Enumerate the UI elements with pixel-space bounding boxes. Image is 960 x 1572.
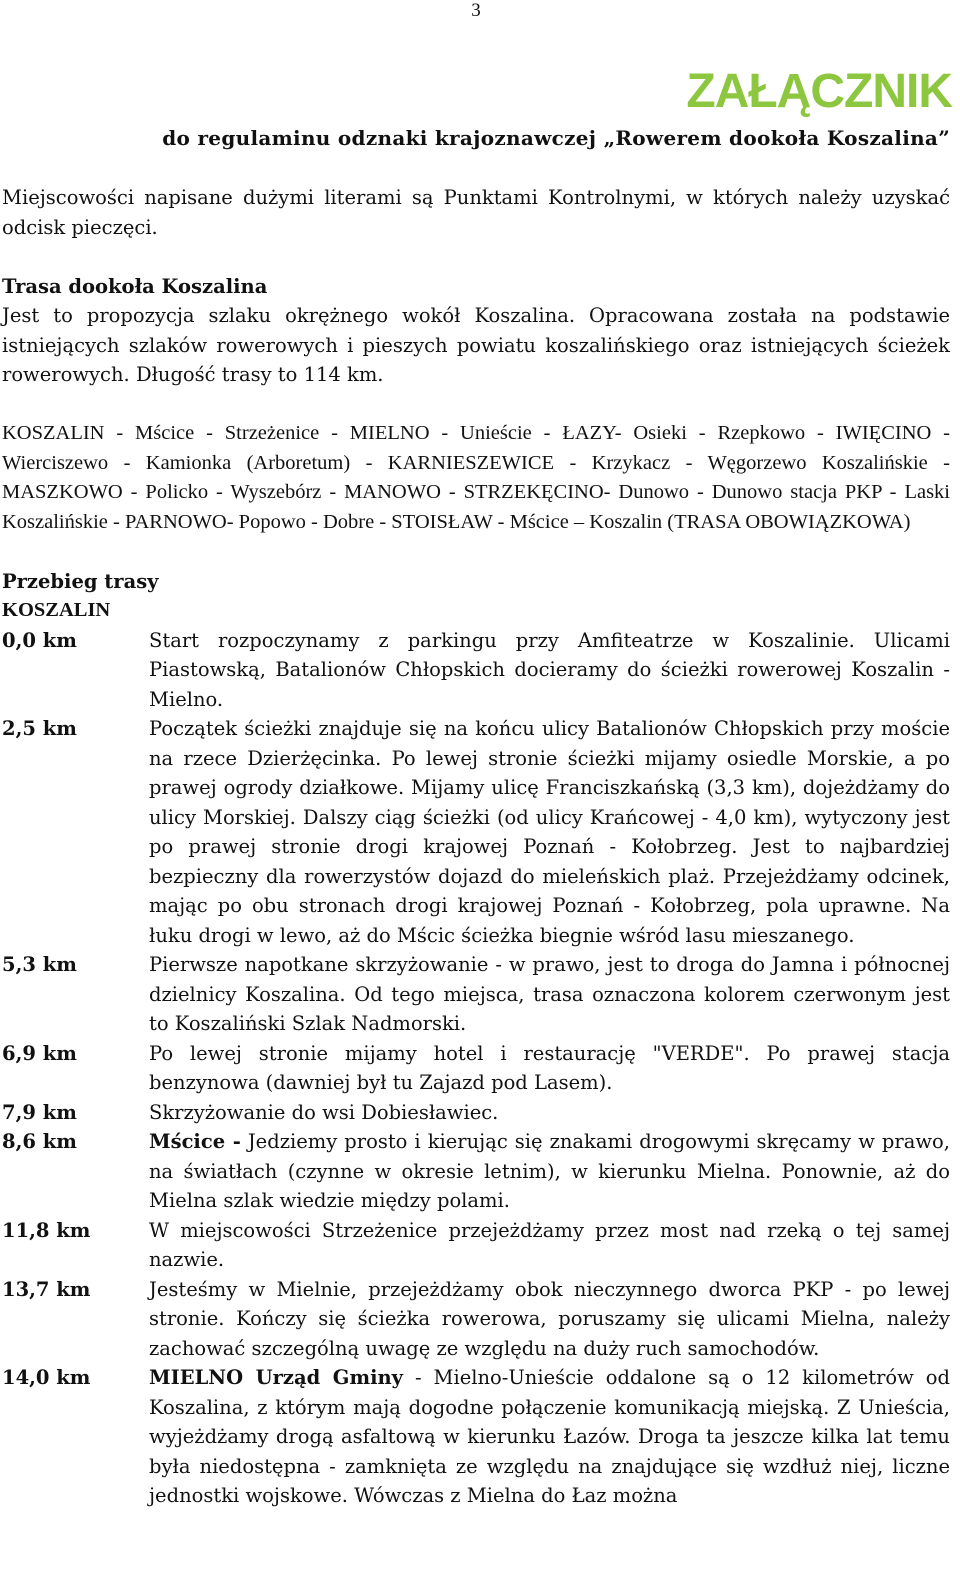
route-entry bbox=[2, 714, 950, 950]
entry-text bbox=[149, 1216, 950, 1275]
entry-body: - Mielno-Unieście oddalone są o 12 kilometrów od Koszalina, z którym mają dogodne połączenie komunikacją miejską. Z Unieścia, wyjeżdżamy drogą asfaltową w kierunku Łazów. Droga ta jeszcze kilka lat temu była niedostępna - zamknięta ze względu na znajdujące się wzdłuż niej, liczne jednostki wojskowe. Wówczas z Mielna do Łaz można bbox=[149, 1366, 950, 1507]
entry-text bbox=[149, 626, 950, 715]
route-heading: Trasa dookoła Koszalina bbox=[2, 274, 268, 298]
entry-body: Pierwsze napotkane skrzyżowanie - w prawo, jest to droga do Jamna i północnej dzielnicy Koszalina. Od tego miejsca, trasa oznaczona kolorem czerwonym jest to Koszaliński Szlak Nadmorski. bbox=[149, 953, 950, 1035]
intro-paragraph: Miejscowości napisane dużymi literami są Punktami Kontrolnymi, w których należy uzyskać odcisk pieczęci. bbox=[2, 186, 950, 239]
route-entry bbox=[2, 950, 950, 1039]
start-place: KOSZALIN bbox=[2, 599, 111, 621]
entry-body: Jedziemy prosto i kierując się znakami drogowymi skręcamy w prawo, na światłach (czynne w okresie letnim), w kierunku Mielna. Ponownie, aż do Mielna szlak wiedzie między polami. bbox=[149, 1130, 950, 1212]
route-entry bbox=[2, 626, 950, 715]
entry-text bbox=[149, 950, 950, 1039]
entry-text bbox=[149, 1039, 950, 1098]
entry-text bbox=[149, 1363, 950, 1511]
entry-km: 11,8 km bbox=[2, 1218, 91, 1242]
entry-km: 7,9 km bbox=[2, 1100, 77, 1124]
entry-km: 2,5 km bbox=[2, 717, 77, 740]
document-body bbox=[2, 183, 950, 1511]
annex-title: ZAŁĄCZNIK bbox=[686, 65, 952, 118]
page-number: 3 bbox=[471, 0, 481, 21]
entry-km: 13,7 km bbox=[2, 1277, 91, 1301]
entry-body: W miejscowości Strzeżenice przejeżdżamy przez most nad rzeką o tej samej nazwie. bbox=[149, 1218, 950, 1271]
entry-body: Skrzyżowanie do wsi Dobiesławiec. bbox=[149, 1100, 499, 1124]
entry-lead: MIELNO Urząd Gminy bbox=[149, 1366, 403, 1389]
entry-km: 5,3 km bbox=[2, 953, 77, 976]
entry-lead: Mścice - bbox=[149, 1130, 241, 1153]
spacer bbox=[2, 242, 950, 272]
entry-body: Jesteśmy w Mielnie, przejeżdżamy obok nieczynnego dworca PKP - po lewej stronie. Kończy się ścieżka rowerowa, poruszamy się ulicami Mielna, należy zachować szczególną uwagę ze względu na duży ruch samochodów. bbox=[149, 1277, 950, 1360]
route-entry bbox=[2, 1363, 950, 1511]
entry-body: Start rozpoczynamy z parkingu przy Amfiteatrze w Koszalinie. Ulicami Piastowską, Batalionów Chłopskich docieramy do ścieżki rowerowej Koszalin - Mielno. bbox=[149, 628, 950, 711]
entry-text bbox=[149, 1098, 950, 1128]
entry-km: 0,0 km bbox=[2, 628, 77, 652]
route-entry bbox=[2, 1039, 950, 1098]
entry-body: Po lewej stronie mijamy hotel i restaurację "VERDE". Po prawej stacja benzynowa (dawniej był tu Zajazd pod Lasem). bbox=[149, 1041, 950, 1094]
route-entry bbox=[2, 1275, 950, 1364]
entry-km: 8,6 km bbox=[2, 1130, 77, 1153]
entry-text bbox=[149, 714, 950, 950]
route-entry bbox=[2, 1127, 950, 1216]
route-entry bbox=[2, 1098, 950, 1128]
entry-text bbox=[149, 1275, 950, 1364]
route-list: KOSZALIN - Mścice - Strzeżenice - MIELNO - Unieście - ŁAZY- Osieki - Rzepkowo - IWIĘCINO - Wierciszewo - Kamionka (Arboretum) - KARNIESZEWICE - Krzykacz - Węgorzewo Koszalińskie - MASZKOWO - Policko - Wyszebórz - MANOWO - STRZEKĘCINO- Dunowo - Dunowo stacja PKP - Laski Koszalińskie - PARNOWO- Popowo - Dobre - STOISŁAW - Mścice – Koszalin (TRASA OBOWIĄZKOWA) bbox=[2, 422, 950, 533]
entry-km: 14,0 km bbox=[2, 1366, 91, 1389]
entry-body: Początek ścieżki znajduje się na końcu ulicy Batalionów Chłopskich przy moście na rzece Dzierżęcinka. Po lewej stronie ścieżki mijamy osiedle Morskie, a po prawej ogrody działkowe. Mijamy ulicę Franciszkańską (3,3 km), dojeżdżamy do ulicy Morskiej. Dalszy ciąg ścieżki (od ulicy Krańcowej - 4,0 km), wytyczony jest po prawej stronie drogi krajowej Poznań - Kołobrzeg. Jest to najbardziej bezpieczny dla rowerzystów dojazd do mieleńskich plaż. Przejeżdżamy odcinek, mając po obu stronach drogi krajowej Poznań - Kołobrzeg, pola uprawne. Na łuku drogi w lewo, aż do Mścic ścieżka biegnie wśród lasu mieszanego. bbox=[149, 717, 950, 947]
spacer bbox=[2, 537, 950, 567]
entry-text bbox=[149, 1127, 950, 1216]
document-subtitle: do regulaminu odznaki krajoznawczej „Rowerem dookoła Koszalina” bbox=[162, 126, 950, 150]
entry-km: 6,9 km bbox=[2, 1041, 77, 1065]
route-description: Jest to propozycja szlaku okrężnego wokół Koszalina. Opracowana została na podstawie istniejących szlaków rowerowych i pieszych powiatu koszalińskiego oraz istniejących ścieżek rowerowych. Długość trasy to 114 km. bbox=[2, 304, 950, 386]
spacer bbox=[2, 390, 950, 420]
route-entry bbox=[2, 1216, 950, 1275]
course-heading: Przebieg trasy bbox=[2, 569, 159, 593]
